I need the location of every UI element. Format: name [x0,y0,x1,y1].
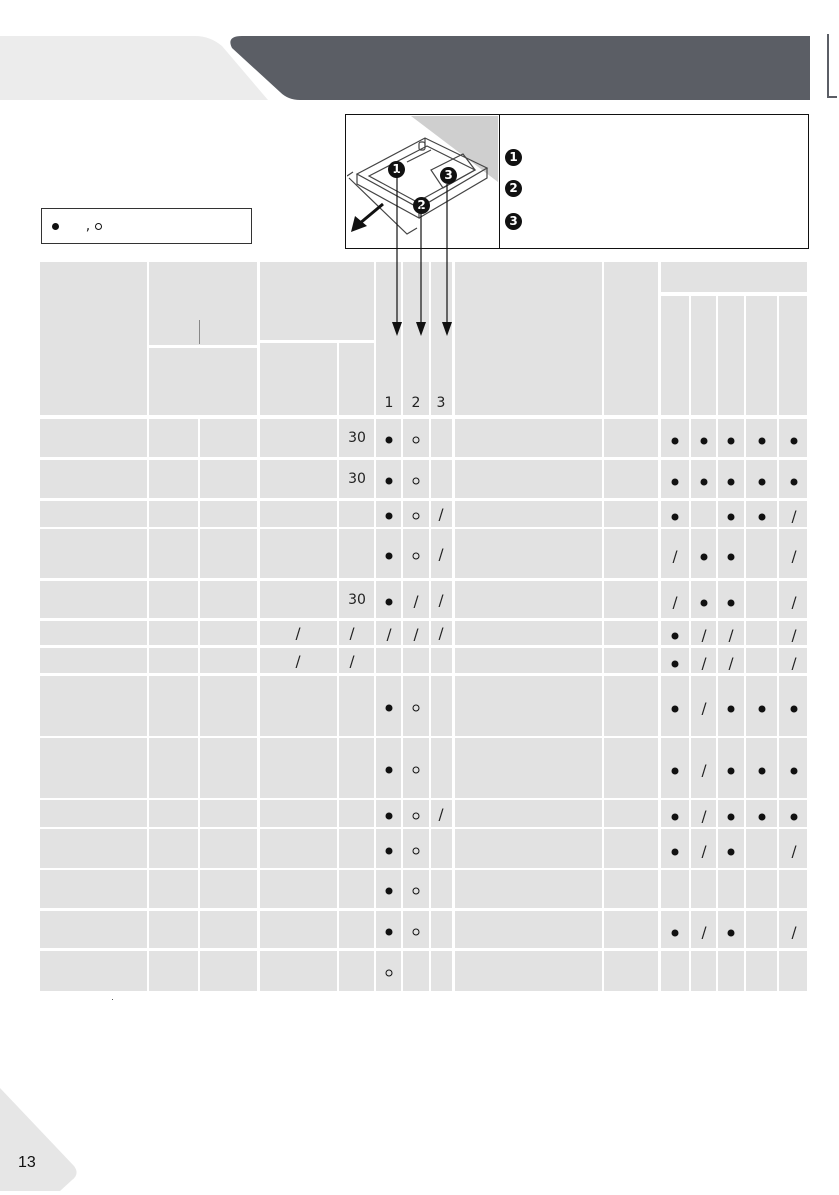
table-cell [40,529,147,578]
filled-dot-icon [759,438,766,445]
table-cell [200,529,257,578]
filled-dot-icon [728,706,735,713]
hollow-dot-icon [413,888,420,895]
filled-dot-icon [791,438,798,445]
header-cell-options [661,262,807,292]
header-cell-load [149,262,257,345]
slash-mark: / [791,842,797,861]
filled-dot-icon [386,437,393,444]
filled-dot-icon [791,814,798,821]
filled-dot-icon [728,554,735,561]
table-cell [403,648,429,673]
table-cell [200,951,257,991]
table-cell [260,911,337,948]
legend-box [41,208,252,244]
slash-mark: / [438,545,444,564]
table-cell [40,829,147,868]
hollow-dot-icon [413,478,420,485]
table-cell [339,829,374,868]
table-cell [604,676,658,736]
header-cell-temp-sub-a [260,343,337,415]
temperature-value: 30 [348,592,366,608]
header-dark-band [228,36,810,100]
filled-dot-icon [728,479,735,486]
filled-dot-icon [672,930,679,937]
slash-mark: / [413,625,419,644]
filled-dot-icon [386,553,393,560]
speck [112,999,113,1000]
callout-list-2: 2 [505,180,522,197]
table-cell [149,676,198,736]
table-cell [260,870,337,908]
table-cell [661,870,689,908]
compartment-number-1: 1 [384,395,394,411]
table-cell [604,460,658,498]
slash-mark: / [791,626,797,645]
table-cell [260,460,337,498]
table-cell [149,581,198,618]
table-cell [149,419,198,457]
filled-dot-icon [386,929,393,936]
table-cell [339,621,374,645]
table-cell [200,419,257,457]
table-cell [40,911,147,948]
filled-dot-icon [386,848,393,855]
filled-dot-icon [672,849,679,856]
table-cell [604,529,658,578]
table-cell [431,911,452,948]
hollow-dot-icon [413,705,420,712]
callout-list-3: 3 [505,213,522,230]
table-cell [200,829,257,868]
table-cell [376,648,401,673]
hollow-dot-icon [413,513,420,520]
table-cell [779,870,807,908]
slash-mark: / [672,593,678,612]
slash-mark: / [791,593,797,612]
hollow-dot-icon [413,437,420,444]
table-cell [40,870,147,908]
filled-dot-icon [791,768,798,775]
table-cell [200,501,257,527]
filled-dot-icon [759,706,766,713]
table-cell [691,501,716,527]
filled-dot-icon [728,514,735,521]
table-cell [339,738,374,798]
table-cell [455,648,602,673]
slash-mark: / [701,842,707,861]
table-cell [403,951,429,991]
filled-dot-icon [672,661,679,668]
table-cell [604,911,658,948]
filled-dot-icon [759,814,766,821]
table-cell [149,501,198,527]
table-cell [455,501,602,527]
header-cell-option-3 [718,296,744,415]
table-cell [604,738,658,798]
table-cell [339,648,374,673]
temperature-value: 30 [348,430,366,446]
slash-mark: / [701,761,707,780]
table-cell [455,529,602,578]
hollow-dot-icon [386,970,393,977]
slash-mark: / [701,654,707,673]
table-cell [779,951,807,991]
table-cell [604,501,658,527]
table-cell [431,951,452,991]
filled-dot-icon [701,479,708,486]
table-cell [691,870,716,908]
slash-mark: / [438,624,444,643]
filled-dot-icon [672,768,679,775]
table-cell [40,621,147,645]
table-cell [455,581,602,618]
table-cell [431,460,452,498]
table-cell [455,800,602,827]
table-cell [149,621,198,645]
hollow-dot-icon [413,929,420,936]
compartment-number-2: 2 [411,395,421,411]
slash-mark: / [295,624,301,643]
slash-mark: / [672,547,678,566]
slash-mark: / [791,654,797,673]
table-cell [455,951,602,991]
table-cell [339,911,374,948]
slash-mark: / [728,626,734,645]
table-cell [149,529,198,578]
filled-dot-icon [791,706,798,713]
table-cell [661,951,689,991]
table-cell [746,911,777,948]
slash-mark: / [349,652,355,671]
table-cell [339,951,374,991]
table-cell [200,800,257,827]
slash-mark: / [295,652,301,671]
header-cell-temp-sub-b [339,343,374,415]
table-cell [746,829,777,868]
filled-dot-icon [701,600,708,607]
slash-mark: / [349,624,355,643]
table-cell [431,870,452,908]
table-cell [149,800,198,827]
header-tick [199,320,200,344]
slash-mark: / [701,923,707,942]
filled-dot-icon [701,554,708,561]
table-cell [455,829,602,868]
table-cell [718,870,744,908]
slash-mark: / [791,507,797,526]
table-cell [149,738,198,798]
table-cell [604,800,658,827]
table-cell [431,738,452,798]
table-cell [260,419,337,457]
table-cell [260,951,337,991]
page-number: 13 [18,1154,36,1171]
callout-badge-2: 2 [413,197,430,214]
hollow-dot-icon [413,813,420,820]
filled-dot-icon [386,767,393,774]
hollow-dot-icon [413,553,420,560]
table-cell [455,676,602,736]
table-cell [718,951,744,991]
filled-dot-icon [672,514,679,521]
hollow-dot-icon [413,767,420,774]
table-cell [746,621,777,645]
table-cell [339,501,374,527]
table-cell [260,800,337,827]
table-cell [200,648,257,673]
table-cell [604,829,658,868]
table-cell [455,460,602,498]
filled-dot-icon [672,814,679,821]
slash-mark: / [438,505,444,524]
table-cell [260,501,337,527]
table-cell [691,951,716,991]
slash-mark: / [701,626,707,645]
filled-dot-icon [386,813,393,820]
table-cell [40,419,147,457]
table-cell [455,911,602,948]
table-cell [604,870,658,908]
callout-badge-3: 3 [440,167,457,184]
slash-mark: / [728,654,734,673]
filled-dot-icon [728,438,735,445]
table-cell [149,911,198,948]
header-cell-option-5 [779,296,807,415]
table-cell [40,800,147,827]
filled-dot-icon [759,514,766,521]
table-cell [339,676,374,736]
header-cell-detergent [455,262,602,415]
hollow-dot-icon [413,848,420,855]
table-cell [260,581,337,618]
table-cell [604,581,658,618]
table-cell [260,529,337,578]
legend-comma: , [85,218,91,234]
page-edge-mark [827,34,837,98]
filled-dot-icon [701,438,708,445]
header-cell-option-4 [746,296,777,415]
table-cell [339,529,374,578]
table-cell [746,581,777,618]
table-cell [40,460,147,498]
table-cell [40,501,147,527]
table-cell [604,419,658,457]
filled-dot-icon [728,600,735,607]
table-cell [40,951,147,991]
table-cell [149,870,198,908]
table-cell [455,738,602,798]
filled-dot-icon [759,768,766,775]
filled-dot-icon [386,888,393,895]
slash-mark: / [386,625,392,644]
table-cell [604,621,658,645]
table-cell [260,676,337,736]
filled-dot-icon [672,633,679,640]
filled-dot-icon [672,479,679,486]
table-cell [200,870,257,908]
table-cell [746,648,777,673]
filled-dot-icon [672,438,679,445]
filled-dot-icon [52,223,59,230]
figure-divider [499,114,500,249]
temperature-value: 30 [348,471,366,487]
table-cell [339,870,374,908]
table-cell [200,621,257,645]
slash-mark: / [701,699,707,718]
table-cell [431,419,452,457]
slash-mark: / [438,591,444,610]
leader-lines [380,170,460,340]
filled-dot-icon [386,478,393,485]
page-corner-tab [0,1088,80,1195]
filled-dot-icon [791,479,798,486]
table-cell [260,829,337,868]
table-cell [149,648,198,673]
table-cell [149,460,198,498]
filled-dot-icon [672,706,679,713]
table-cell [746,951,777,991]
hollow-dot-icon [95,223,102,230]
callout-list-1: 1 [505,149,522,166]
table-cell [746,529,777,578]
slash-mark: / [413,592,419,611]
filled-dot-icon [728,768,735,775]
table-cell [455,419,602,457]
table-cell [200,581,257,618]
table-cell [746,870,777,908]
table-cell [149,829,198,868]
table-cell [149,951,198,991]
header-cell-load-sub [149,348,257,415]
table-cell [200,460,257,498]
filled-dot-icon [728,930,735,937]
table-cell [431,829,452,868]
compartment-number-3: 3 [436,395,446,411]
table-cell [40,738,147,798]
table-cell [40,581,147,618]
table-cell [604,648,658,673]
header-cell-program [40,262,147,415]
header-cell-temp [260,262,374,340]
slash-mark: / [701,807,707,826]
table-cell [260,738,337,798]
header-cell-option-1 [661,296,689,415]
table-cell [40,648,147,673]
filled-dot-icon [386,705,393,712]
table-cell [431,648,452,673]
header-cell-option-2 [691,296,716,415]
slash-mark: / [791,547,797,566]
slash-mark: / [791,923,797,942]
table-cell [200,738,257,798]
filled-dot-icon [728,849,735,856]
table-cell [200,676,257,736]
table-cell [40,676,147,736]
header-cell-speed [604,262,658,415]
filled-dot-icon [728,814,735,821]
filled-dot-icon [386,513,393,520]
callout-badge-1: 1 [388,161,405,178]
table-cell [455,870,602,908]
table-cell [455,621,602,645]
table-cell [339,800,374,827]
table-cell [200,911,257,948]
slash-mark: / [438,805,444,824]
filled-dot-icon [759,479,766,486]
table-cell [431,676,452,736]
table-cell [604,951,658,991]
filled-dot-icon [386,599,393,606]
